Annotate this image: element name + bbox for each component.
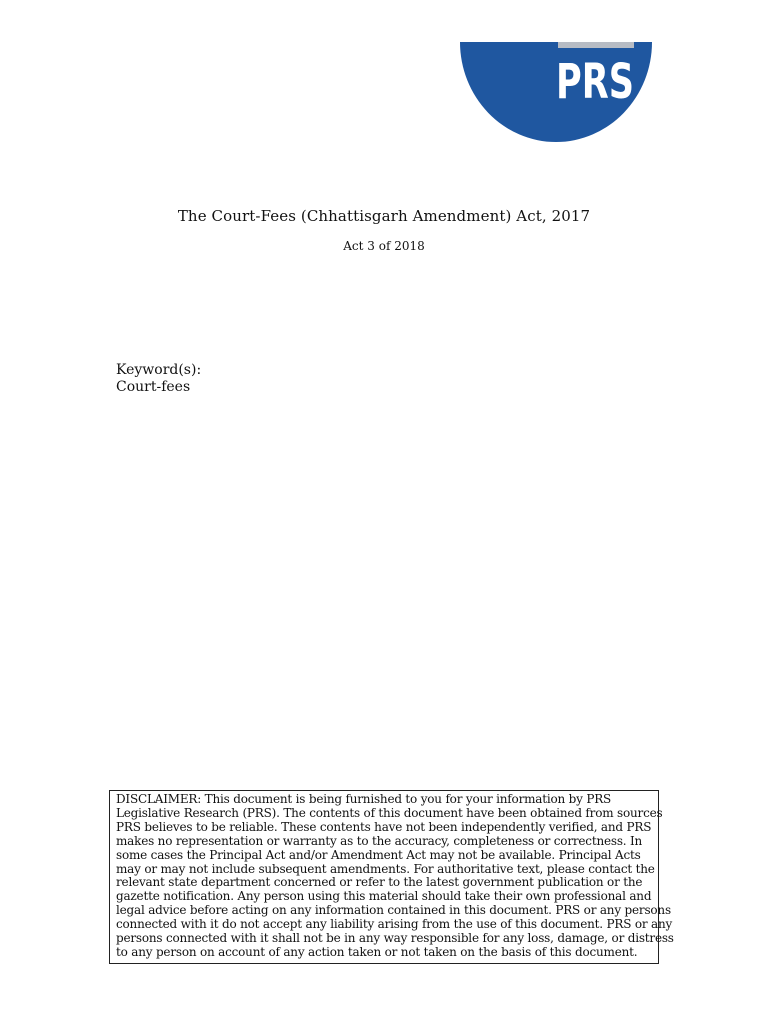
document-title: The Court-Fees (Chhattisgarh Amendment) Act, 2017	[177, 207, 591, 225]
keywords-section	[116, 362, 201, 396]
disclaimer-line: relevant state department concerned or refer to the latest government publication or the	[116, 875, 643, 890]
keywords-label: Keyword(s):	[116, 362, 202, 378]
logo-bar-shape	[558, 42, 634, 48]
logo-text: PRS	[556, 54, 634, 110]
disclaimer-line: to any person on account of any action taken or not taken on the basis of this document.	[116, 944, 638, 959]
disclaimer-line: Legislative Research (PRS). The contents of this document have been obtained from sources	[116, 805, 663, 820]
disclaimer-box	[109, 790, 674, 964]
disclaimer-line: persons connected with it shall not be in any way responsible for any loss, damage, or distress	[116, 931, 674, 946]
disclaimer-line: PRS believes to be reliable. These contents have not been independently verified, and PRS	[116, 819, 652, 834]
disclaimer-line: connected with it do not accept any liability arising from the use of this document. PRS or any	[116, 917, 673, 932]
disclaimer-line: makes no representation or warranty as to the accuracy, completeness or correctness. In	[116, 833, 643, 848]
disclaimer-line: gazette notification. Any person using this material should take their own professional and	[116, 889, 652, 904]
disclaimer-line: may or may not include subsequent amendments. For authoritative text, please contact the	[116, 861, 655, 876]
prs-logo	[460, 42, 652, 142]
prs-logo-graphic	[460, 42, 652, 142]
disclaimer-line: some cases the Principal Act and/or Amendment Act may not be available. Principal Acts	[116, 847, 641, 862]
keyword-item: Court-fees	[116, 379, 191, 395]
disclaimer-line: legal advice before acting on any information contained in this document. PRS or any persons	[116, 903, 671, 918]
act-number: Act 3 of 2018	[343, 239, 425, 253]
disclaimer-line: DISCLAIMER: This document is being furnished to you for your information by PRS	[116, 792, 612, 806]
